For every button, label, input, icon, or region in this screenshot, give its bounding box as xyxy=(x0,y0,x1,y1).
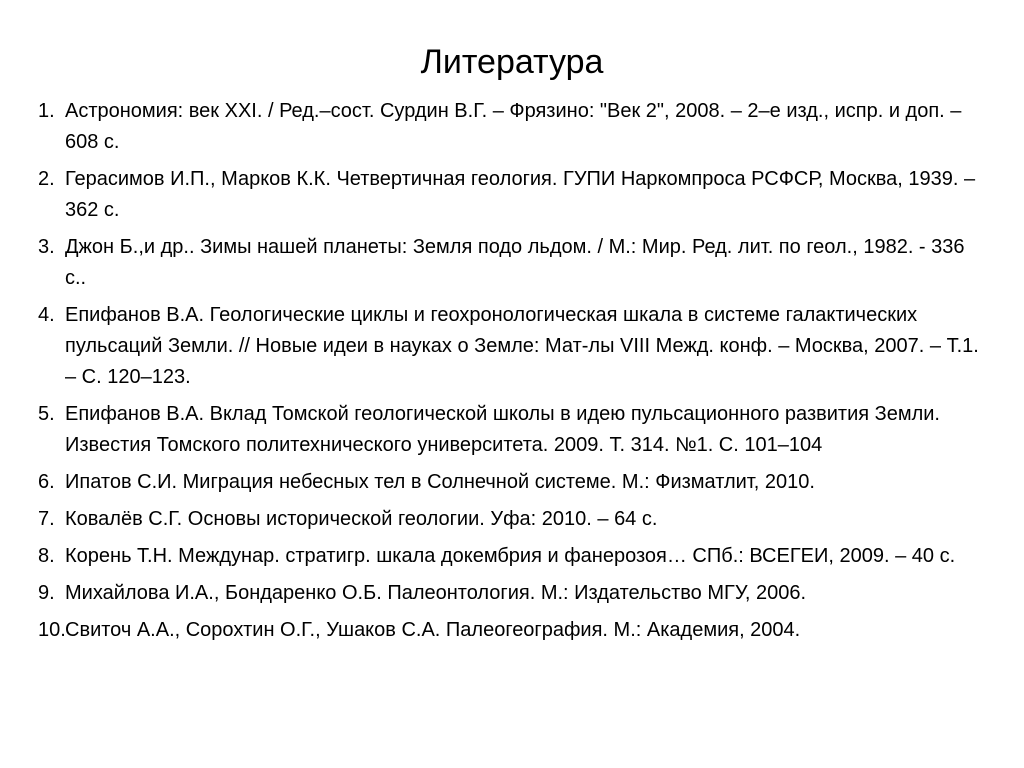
reference-number: 3. xyxy=(38,236,55,258)
reference-item-7 xyxy=(38,504,988,535)
reference-text: Астрономия: век XXI. / Ред.–сост. Сурдин В.Г. – Фрязино: "Век 2", 2008. – 2–е изд., испр. и доп. – 608 с. xyxy=(65,100,962,153)
reference-item-8 xyxy=(38,541,988,572)
reference-number: 10. xyxy=(38,619,66,641)
reference-text: Свиточ А.А., Сорохтин О.Г., Ушаков С.А. Палеогеография. М.: Академия, 2004. xyxy=(65,619,801,641)
reference-list xyxy=(38,96,988,652)
reference-text: Джон Б.,и др.. Зимы нашей планеты: Земля подо льдом. / М.: Мир. Ред. лит. по геол., 1982. - 336 с.. xyxy=(65,236,965,289)
reference-number: 6. xyxy=(38,471,55,493)
reference-item-3 xyxy=(38,232,988,294)
reference-number: 2. xyxy=(38,168,55,190)
reference-number: 9. xyxy=(38,582,55,604)
reference-text: Михайлова И.А., Бондаренко О.Б. Палеонтология. М.: Издательство МГУ, 2006. xyxy=(65,582,807,604)
reference-number: 7. xyxy=(38,508,55,530)
reference-text: Епифанов В.А. Вклад Томской геологической школы в идею пульсационного развития Земли. Известия Томского политехнического университета. 2009. Т. 314. №1. С. 101–104 xyxy=(65,403,940,456)
reference-item-1 xyxy=(38,96,988,158)
reference-number: 1. xyxy=(38,100,55,122)
reference-text: Корень Т.Н. Междунар. стратигр. шкала докембрия и фанерозоя… СПб.: ВСЕГЕИ, 2009. – 40 с. xyxy=(65,545,956,567)
reference-text: Герасимов И.П., Марков К.К. Четвертичная геология. ГУПИ Наркомпроса РСФСР, Москва, 1939. – 362 с. xyxy=(65,168,976,221)
reference-text: Ипатов С.И. Миграция небесных тел в Солнечной системе. М.: Физматлит, 2010. xyxy=(65,471,815,493)
reference-item-2 xyxy=(38,164,988,226)
reference-number: 5. xyxy=(38,403,55,425)
reference-text: Епифанов В.А. Геологические циклы и геохронологическая шкала в системе галактических пульсаций Земли. // Новые идеи в науках о Земле: Мат-лы VIII Межд. конф. – Москва, 2007. – Т.1. – С. 120–123. xyxy=(65,304,979,388)
reference-item-9 xyxy=(38,578,988,609)
slide-title: Литература xyxy=(420,43,604,81)
reference-text: Ковалёв С.Г. Основы исторической геологии. Уфа: 2010. – 64 с. xyxy=(65,508,658,530)
reference-item-4 xyxy=(38,300,988,393)
reference-number: 8. xyxy=(38,545,55,567)
reference-number: 4. xyxy=(38,304,55,326)
reference-item-6 xyxy=(38,467,988,498)
reference-item-5 xyxy=(38,399,988,461)
reference-item-10 xyxy=(38,615,988,646)
